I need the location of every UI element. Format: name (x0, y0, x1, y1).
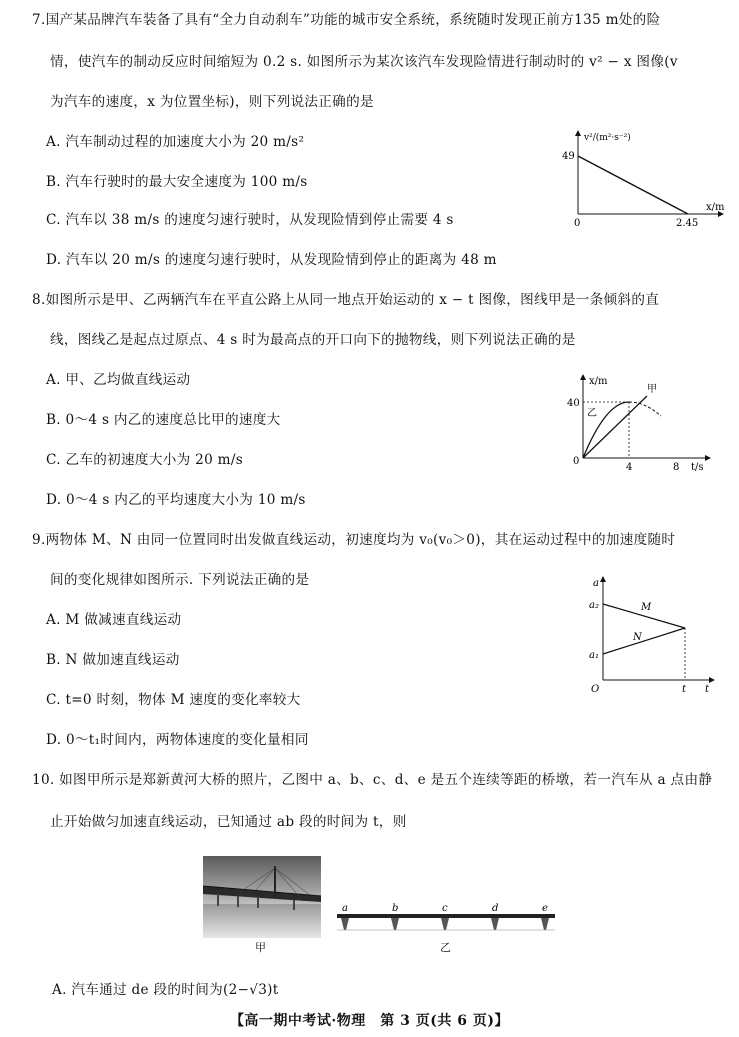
page-footer: 【高一期中考试·物理 第 3 页(共 6 页)】 (229, 1013, 510, 1029)
bridge-pier-diagram (335, 900, 560, 940)
q8-graph-xtick1: 4 (626, 462, 633, 472)
pier-label-c: c (442, 903, 448, 914)
pier-label-a: a (342, 903, 348, 914)
q7-stem-line3: 为汽车的速度，x 为位置坐标)，则下列说法正确的是 (50, 94, 374, 110)
q8-option-a: A. 甲、乙均做直线运动 (46, 372, 191, 388)
q7-graph-origin: 0 (574, 218, 581, 228)
q8-graph-label-yi: 乙 (587, 408, 597, 419)
q10-stem-line1: 10. 如图甲所示是郑新黄河大桥的照片，乙图中 a、b、c、d、e 是五个连续等距的桥墩，若一汽车从 a 点由静 (32, 772, 713, 788)
caption-yi: 乙 (440, 941, 452, 954)
q8-graph-xlabel: t/s (691, 462, 704, 472)
q9-graph-label-n: N (633, 632, 642, 643)
q8-graph-ytick: 40 (567, 398, 580, 409)
q8-option-c: C. 乙车的初速度大小为 20 m/s (46, 452, 243, 468)
q9-graph-label-m: M (641, 602, 652, 613)
q9-option-c: C. t=0 时刻，物体 M 速度的变化率较大 (46, 692, 301, 708)
pier-label-e: e (542, 903, 548, 914)
q9-a-t-graph (585, 570, 720, 695)
q8-graph-label-jia: 甲 (647, 384, 657, 395)
q7-option-b: B. 汽车行驶时的最大安全速度为 100 m/s (46, 174, 308, 190)
q9-stem-line2: 间的变化规律如图所示. 下列说法正确的是 (50, 572, 310, 588)
q9-graph-a2: a₂ (589, 600, 599, 611)
q9-graph-a1: a₁ (589, 650, 599, 661)
bridge-photo (203, 856, 321, 938)
q10-option-a: A. 汽车通过 de 段的时间为(2−√3)t (52, 982, 279, 998)
q8-option-d: D. 0～4 s 内乙的平均速度大小为 10 m/s (46, 492, 306, 508)
q7-graph-xtick: 2.45 (676, 218, 699, 228)
q7-option-c: C. 汽车以 38 m/s 的速度匀速行驶时，从发现险情到停止需要 4 s (46, 212, 454, 228)
q7-v2-x-graph (560, 128, 730, 228)
q7-option-a: A. 汽车制动过程的加速度大小为 20 m/s² (46, 134, 305, 150)
caption-jia: 甲 (255, 941, 267, 954)
q8-graph-origin: 0 (573, 456, 580, 467)
q10-stem-line2: 止开始做匀加速直线运动，已知通过 ab 段的时间为 t，则 (50, 814, 407, 830)
q9-stem-line1: 9.两物体 M、N 由同一位置同时出发做直线运动，初速度均为 v₀(v₀＞0)，其在运动过程中的加速度随时 (32, 532, 676, 548)
q8-graph-ylabel: x/m (589, 376, 608, 387)
q8-stem-line1: 8.如图所示是甲、乙两辆汽车在平直公路上从同一地点开始运动的 x − t 图像，图线甲是一条倾斜的直 (32, 292, 660, 308)
q9-option-b: B. N 做加速直线运动 (46, 652, 180, 668)
q9-graph-t1: t (682, 684, 687, 695)
q7-stem-line2: 情，使汽车的制动反应时间缩短为 0.2 s. 如图所示为某次该汽车发现险情进行制动时的 v² − x 图像(v (50, 54, 678, 70)
q8-option-b: B. 0～4 s 内乙的速度总比甲的速度大 (46, 412, 281, 428)
q8-x-t-graph (565, 372, 715, 472)
q9-graph-xlabel: t (705, 684, 710, 695)
q7-graph-xlabel: x/m (706, 202, 725, 213)
q8-stem-line2: 线，图线乙是起点过原点、4 s 时为最高点的开口向下的抛物线，则下列说法正确的是 (50, 332, 576, 348)
q7-stem-line1: 7.国产某品牌汽车装备了具有“全力自动刹车”功能的城市安全系统，系统随时发现正前方135 m处的险 (32, 12, 661, 28)
q7-graph-ylabel: v²/(m²·s⁻²) (584, 133, 631, 143)
pier-label-b: b (392, 903, 399, 914)
q9-option-a: A. M 做减速直线运动 (46, 612, 182, 628)
q8-graph-xtick2: 8 (673, 462, 680, 472)
q9-graph-ylabel: a (593, 578, 599, 589)
pier-label-d: d (492, 903, 499, 914)
q9-graph-origin: O (591, 684, 600, 695)
q9-option-d: D. 0～t₁时间内，两物体速度的变化量相同 (46, 732, 309, 748)
q7-graph-ytick: 49 (562, 151, 575, 162)
q7-option-d: D. 汽车以 20 m/s 的速度匀速行驶时，从发现险情到停止的距离为 48 m (46, 252, 497, 268)
